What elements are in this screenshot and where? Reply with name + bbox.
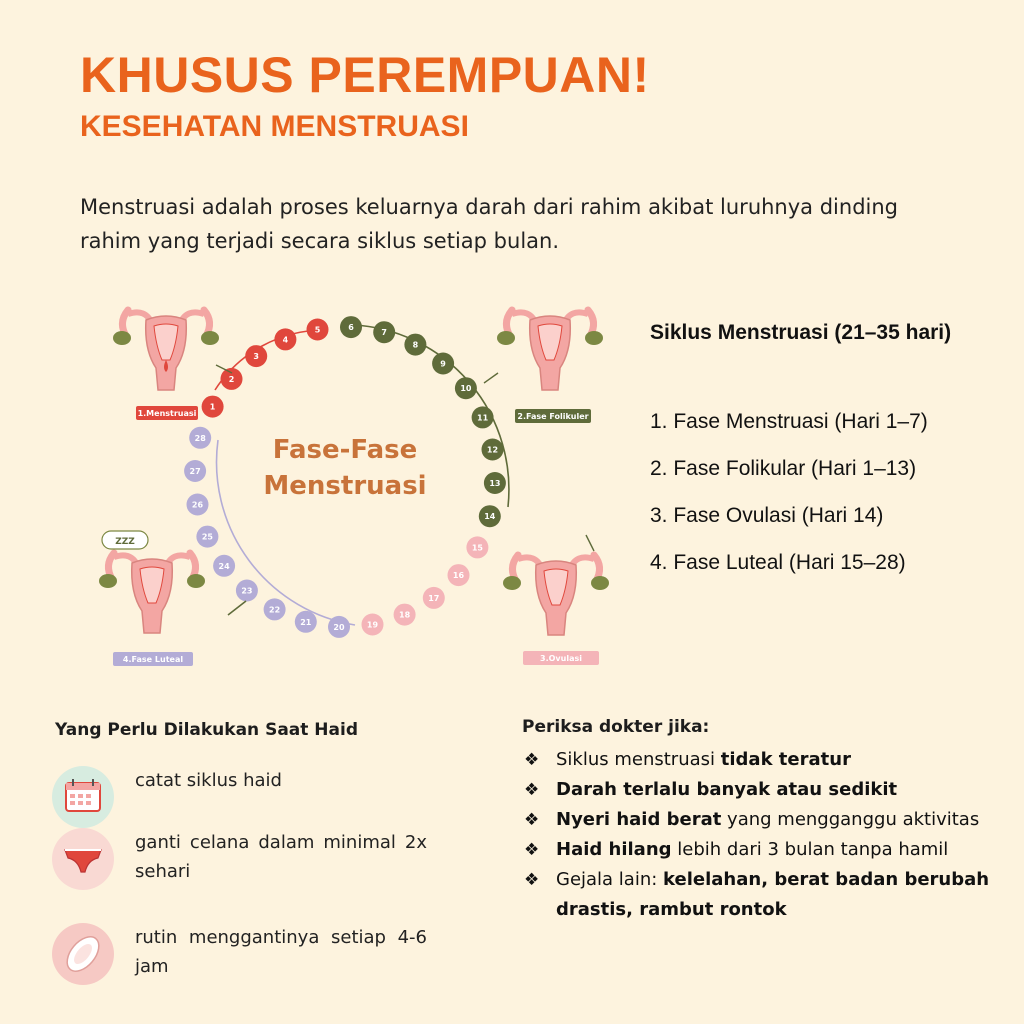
day-label-24: 24: [218, 561, 230, 571]
day-label-3: 3: [253, 352, 259, 362]
day-label-15: 15: [471, 543, 483, 553]
day-label-25: 25: [201, 532, 213, 542]
calendar-icon: [52, 766, 114, 828]
phase-item: 4. Fase Luteal (Hari 15–28): [650, 551, 906, 574]
day-label-9: 9: [440, 359, 446, 369]
day-label-12: 12: [486, 445, 499, 455]
label-folikuler: 2.Fase Folikuler: [517, 412, 589, 421]
day-label-14: 14: [484, 512, 496, 522]
arrow-icon: [228, 601, 246, 615]
day-label-7: 7: [381, 328, 387, 338]
day-label-20: 20: [333, 622, 345, 632]
todo-item-ganti: [52, 828, 432, 898]
doctor-item: ❖ Nyeri haid berat yang mengganggu aktivitas: [522, 805, 1002, 835]
arrow-icon: [484, 373, 498, 383]
pad-icon: [52, 923, 114, 985]
uterus-ovulasi-icon: [503, 555, 609, 635]
day-label-11: 11: [477, 413, 489, 423]
label-ovulasi: 3.Ovulasi: [540, 654, 582, 663]
uterus-menstruasi-icon: [113, 310, 219, 390]
uterus-folikuler-icon: [497, 310, 603, 390]
bullet-icon: ❖: [524, 870, 540, 890]
phase-item: 1. Fase Menstruasi (Hari 1–7): [650, 410, 928, 433]
sleep-badge-text: ZZZ: [115, 537, 135, 547]
day-label-21: 21: [300, 617, 312, 627]
doctor-title: Periksa dokter jika:: [522, 717, 710, 737]
day-label-17: 17: [428, 593, 440, 603]
bullet-icon: ❖: [524, 780, 540, 800]
label-menstruasi: 1.Menstruasi: [137, 409, 197, 418]
doctor-item: ❖ Haid hilang lebih dari 3 bulan tanpa hamil: [522, 835, 1002, 865]
doctor-item: ❖ Siklus menstruasi tidak teratur: [522, 745, 1002, 775]
label-luteal: 4.Fase Luteal: [122, 655, 184, 664]
day-label-19: 19: [366, 620, 379, 630]
center-title-line1: Fase-Fase: [272, 435, 418, 465]
doctor-item: ❖ Gejala lain: kelelahan, berat badan berubah drastis, rambut rontok: [522, 865, 1002, 925]
day-label-27: 27: [189, 467, 201, 476]
todo-text: ganti celana dalam minimal 2x sehari: [135, 832, 427, 882]
todo-text: catat siklus haid: [135, 770, 282, 791]
uterus-luteal-icon: [99, 553, 205, 633]
day-label-22: 22: [269, 605, 281, 615]
todo-title: Yang Perlu Dilakukan Saat Haid: [55, 720, 359, 740]
todo-item-rutin: [52, 923, 432, 993]
day-label-28: 28: [194, 433, 206, 443]
day-label-13: 13: [489, 479, 501, 488]
doctor-list: [522, 745, 1002, 925]
bullet-icon: ❖: [524, 750, 540, 770]
day-label-2: 2: [228, 374, 235, 384]
day-label-8: 8: [412, 340, 419, 350]
underwear-icon: [52, 828, 114, 890]
day-label-26: 26: [191, 500, 204, 510]
day-label-18: 18: [399, 610, 411, 620]
bullet-icon: ❖: [524, 840, 540, 860]
siklus-title: Siklus Menstruasi (21–35 hari): [650, 321, 952, 344]
day-label-4: 4: [282, 335, 289, 345]
page-title: KHUSUS PEREMPUAN!: [80, 47, 650, 103]
phase-item: 3. Fase Ovulasi (Hari 14): [650, 504, 884, 527]
page-subtitle: KESEHATAN MENSTRUASI: [80, 110, 469, 143]
center-title-line2: Menstruasi: [263, 471, 427, 501]
bullet-icon: ❖: [524, 810, 540, 830]
day-label-16: 16: [452, 571, 465, 581]
intro-text: Menstruasi adalah proses keluarnya darah dari rahim akibat luruhnya dinding rahim yang terjadi secara siklus setiap bulan.: [80, 195, 898, 253]
todo-text: rutin menggantinya setiap 4-6 jam: [135, 927, 427, 977]
phase-list: [650, 398, 928, 586]
todo-item-catat: [52, 766, 432, 836]
doctor-item: ❖ Darah terlalu banyak atau sedikit: [522, 775, 1002, 805]
luteal-bracket: [217, 440, 355, 625]
day-label-10: 10: [460, 384, 472, 394]
day-label-23: 23: [241, 586, 253, 596]
day-label-5: 5: [314, 325, 321, 335]
day-label-6: 6: [348, 323, 354, 333]
cycle-diagram-svg: [70, 295, 650, 685]
day-label-1: 1: [209, 402, 216, 412]
arrow-icon: [586, 535, 594, 551]
cycle-diagram: [70, 295, 650, 685]
phase-item: 2. Fase Folikular (Hari 1–13): [650, 457, 917, 480]
